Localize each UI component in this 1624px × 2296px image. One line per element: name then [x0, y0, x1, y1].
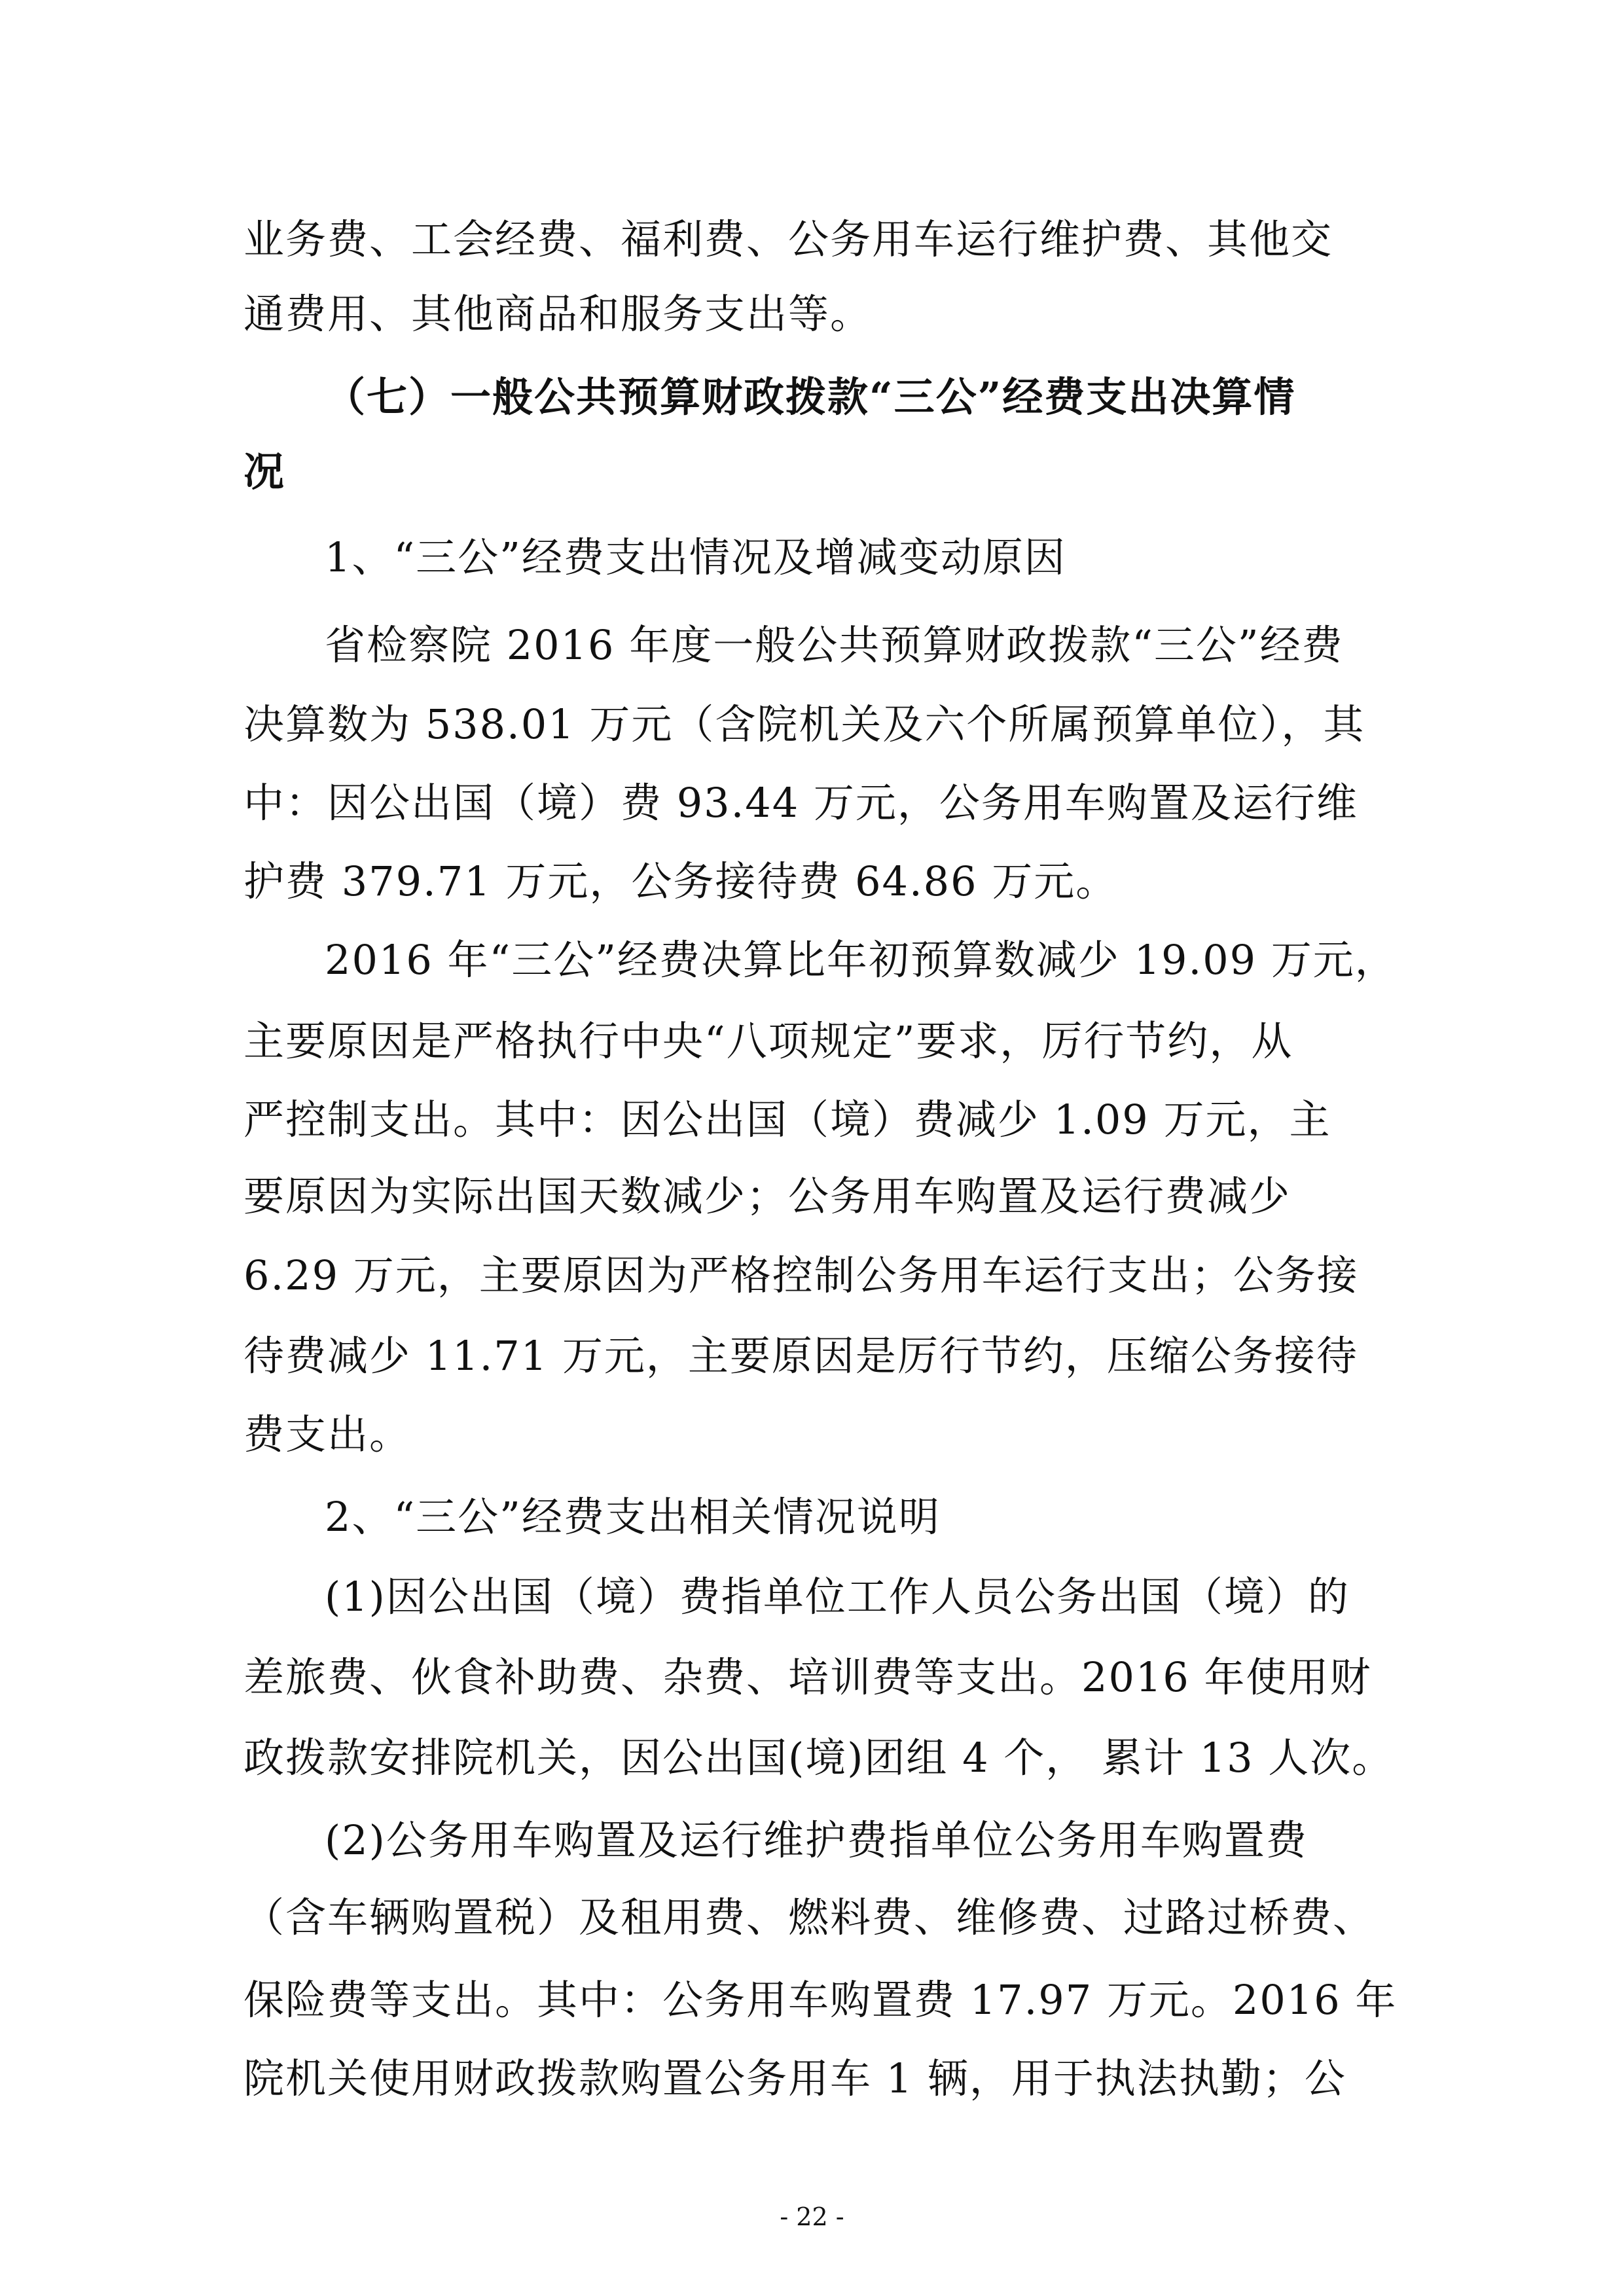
paragraph-4-line-1: (2)公务用车购置及运行维护费指单位公务用车购置费 [325, 1816, 1308, 1864]
paragraph-3-line-2: 差旅费、伙食补助费、杂费、培训费等支出。2016 年使用财 [244, 1653, 1372, 1701]
paragraph-2-line-7: 费支出。 [244, 1410, 412, 1458]
paragraph-1-line-1: 省检察院 2016 年度一般公共预算财政拨款“三公”经费 [325, 621, 1344, 669]
paragraph-4-line-3: 保险费等支出。其中：公务用车购置费 17.97 万元。2016 年 [244, 1976, 1398, 2024]
paragraph-3-line-3: 政拨款安排院机关，因公出国(境)团组 4 个， 累计 13 人次。 [244, 1734, 1394, 1782]
subheading-1: 1、“三公”经费支出情况及增减变动原因 [325, 533, 1066, 581]
section-heading-7-continued: 况 [244, 448, 286, 495]
paragraph-2-line-5: 6.29 万元，主要原因为严格控制公务用车运行支出；公务接 [244, 1251, 1359, 1299]
paragraph-4-line-4: 院机关使用财政拨款购置公务用车 1 辆，用于执法执勤；公 [244, 2054, 1346, 2102]
page-number: - 22 - [780, 2202, 844, 2231]
paragraph-1-line-2: 决算数为 538.01 万元（含院机关及六个所属预算单位），其 [244, 700, 1365, 748]
body-line-1: 业务费、工会经费、福利费、公务用车运行维护费、其他交 [244, 215, 1333, 263]
paragraph-1-line-4: 护费 379.71 万元，公务接待费 64.86 万元。 [244, 857, 1118, 905]
paragraph-2-line-1: 2016 年“三公”经费决算比年初预算数减少 19.09 万元， [325, 936, 1397, 984]
paragraph-2-line-4: 要原因为实际出国天数减少；公务用车购置及运行费减少 [244, 1172, 1291, 1220]
paragraph-2-line-3: 严控制支出。其中：因公出国（境）费减少 1.09 万元，主 [244, 1096, 1331, 1143]
paragraph-2-line-2: 主要原因是严格执行中央“八项规定”要求，厉行节约，从 [244, 1017, 1293, 1065]
paragraph-4-line-2: （含车辆购置税）及租用费、燃料费、维修费、过路过桥费、 [244, 1893, 1375, 1941]
paragraph-2-line-6: 待费减少 11.71 万元，主要原因是厉行节约，压缩公务接待 [244, 1332, 1358, 1380]
paragraph-1-line-3: 中：因公出国（境）费 93.44 万元，公务用车购置及运行维 [244, 779, 1358, 827]
paragraph-3-line-1: (1)因公出国（境）费指单位工作人员公务出国（境）的 [325, 1573, 1350, 1621]
section-heading-7: （七）一般公共预算财政拨款“三公”经费支出决算情 [325, 373, 1296, 421]
body-line-2: 通费用、其他商品和服务支出等。 [244, 290, 873, 338]
subheading-2: 2、“三公”经费支出相关情况说明 [325, 1493, 941, 1541]
